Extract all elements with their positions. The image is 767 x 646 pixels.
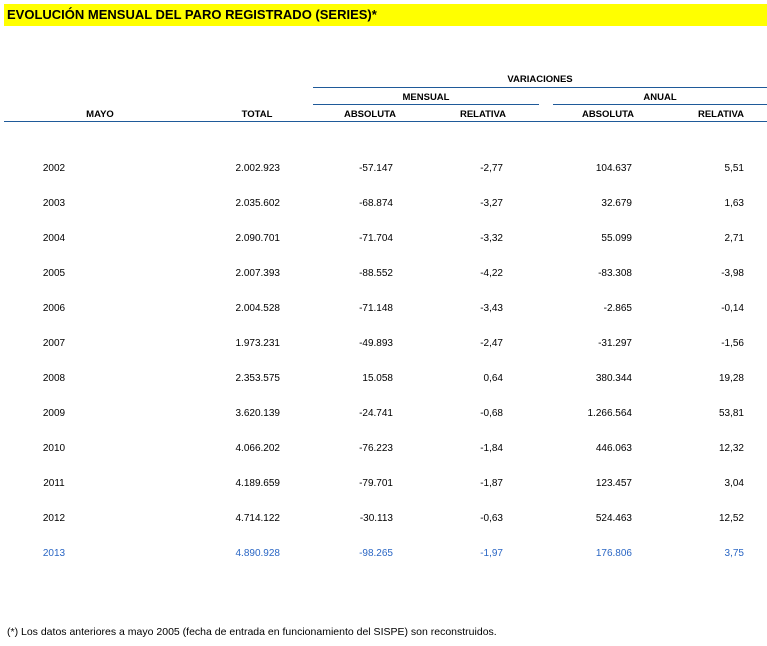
- cell-mensual-absoluta: -71.704: [359, 233, 393, 244]
- cell-mensual-relativa: -3,43: [480, 303, 503, 314]
- table-row: [4, 185, 744, 220]
- header-anual-relativa: RELATIVA: [697, 109, 745, 120]
- table-row: [4, 290, 744, 325]
- cell-year: 2009: [42, 408, 66, 419]
- cell-mensual-relativa: -1,97: [480, 548, 503, 559]
- cell-total: 2.353.575: [235, 373, 280, 384]
- table-row: [4, 150, 744, 185]
- cell-anual-absoluta: 32.679: [601, 198, 632, 209]
- cell-year: 2006: [42, 303, 66, 314]
- header-mensual: MENSUAL: [402, 92, 450, 103]
- rule-anual: [553, 104, 767, 105]
- cell-anual-relativa: 5,51: [724, 163, 744, 174]
- header-bottom-rule: [4, 121, 767, 122]
- table-row: [4, 325, 744, 360]
- cell-total: 2.004.528: [235, 303, 280, 314]
- cell-mensual-relativa: -1,84: [480, 443, 503, 454]
- cell-total: 2.002.923: [235, 163, 280, 174]
- cell-total: 4.189.659: [235, 478, 280, 489]
- cell-anual-relativa: 19,28: [718, 373, 744, 384]
- cell-anual-relativa: 12,52: [718, 513, 744, 524]
- cell-mensual-absoluta: -49.893: [359, 338, 393, 349]
- cell-mensual-absoluta: -68.874: [359, 198, 393, 209]
- cell-anual-absoluta: 446.063: [595, 443, 632, 454]
- cell-mensual-relativa: -2,77: [480, 163, 503, 174]
- cell-mensual-absoluta: -98.265: [359, 548, 393, 559]
- cell-mensual-absoluta: 15.058: [362, 373, 393, 384]
- cell-mensual-absoluta: -57.147: [359, 163, 393, 174]
- table-row: [4, 395, 744, 430]
- cell-total: 2.090.701: [235, 233, 280, 244]
- cell-anual-absoluta: 176.806: [595, 548, 632, 559]
- cell-total: 1.973.231: [235, 338, 280, 349]
- table-row: [4, 535, 744, 570]
- cell-year: 2013: [42, 548, 66, 559]
- cell-year: 2012: [42, 513, 66, 524]
- cell-anual-absoluta: -2.865: [603, 303, 632, 314]
- cell-anual-relativa: 3,04: [724, 478, 744, 489]
- header-mayo: MAYO: [86, 109, 114, 120]
- rule-variaciones: [313, 87, 767, 88]
- cell-mensual-absoluta: -88.552: [359, 268, 393, 279]
- table-row: [4, 500, 744, 535]
- table-row: [4, 465, 744, 500]
- header-total: TOTAL: [241, 109, 273, 120]
- header-variaciones: VARIACIONES: [507, 74, 573, 85]
- cell-anual-absoluta: 55.099: [601, 233, 632, 244]
- cell-anual-relativa: -3,98: [721, 268, 744, 279]
- cell-anual-relativa: 1,63: [724, 198, 744, 209]
- table-row: [4, 430, 744, 465]
- cell-mensual-relativa: -1,87: [480, 478, 503, 489]
- cell-year: 2004: [42, 233, 66, 244]
- footnote: (*) Los datos anteriores a mayo 2005 (fecha de entrada en funcionamiento del SISPE) son reconstruidos.: [7, 626, 497, 638]
- cell-anual-relativa: 3,75: [724, 548, 744, 559]
- cell-year: 2011: [43, 478, 65, 489]
- cell-total: 4.066.202: [235, 443, 280, 454]
- cell-anual-absoluta: 123.457: [595, 478, 632, 489]
- header-anual-absoluta: ABSOLUTA: [581, 109, 635, 120]
- header-mensual-absoluta: ABSOLUTA: [343, 109, 397, 120]
- cell-anual-absoluta: 104.637: [595, 163, 632, 174]
- cell-mensual-absoluta: -24.741: [359, 408, 393, 419]
- cell-total: 2.007.393: [235, 268, 280, 279]
- page-title: EVOLUCIÓN MENSUAL DEL PARO REGISTRADO (SERIES)*: [4, 4, 767, 26]
- cell-mensual-relativa: 0,64: [483, 373, 503, 384]
- cell-mensual-relativa: -0,63: [480, 513, 503, 524]
- cell-anual-absoluta: 1.266.564: [587, 408, 632, 419]
- cell-total: 3.620.139: [235, 408, 280, 419]
- cell-year: 2010: [42, 443, 66, 454]
- cell-mensual-relativa: -3,27: [480, 198, 503, 209]
- cell-mensual-relativa: -3,32: [480, 233, 503, 244]
- cell-mensual-relativa: -4,22: [480, 268, 503, 279]
- cell-anual-relativa: 53,81: [718, 408, 744, 419]
- cell-mensual-absoluta: -76.223: [359, 443, 393, 454]
- table-row: [4, 220, 744, 255]
- cell-anual-relativa: 2,71: [724, 233, 744, 244]
- header-mensual-relativa: RELATIVA: [459, 109, 507, 120]
- cell-mensual-absoluta: -71.148: [359, 303, 393, 314]
- cell-year: 2007: [42, 338, 66, 349]
- rule-mensual: [313, 104, 539, 105]
- cell-mensual-absoluta: -79.701: [359, 478, 393, 489]
- cell-anual-absoluta: -83.308: [598, 268, 632, 279]
- cell-anual-relativa: -1,56: [721, 338, 744, 349]
- cell-anual-absoluta: -31.297: [598, 338, 632, 349]
- cell-year: 2002: [42, 163, 66, 174]
- table-row: [4, 360, 744, 395]
- cell-total: 4.890.928: [235, 548, 280, 559]
- cell-anual-relativa: -0,14: [721, 303, 744, 314]
- cell-mensual-absoluta: -30.113: [359, 513, 393, 524]
- cell-year: 2005: [42, 268, 66, 279]
- table-row: [4, 255, 744, 290]
- cell-anual-absoluta: 524.463: [595, 513, 632, 524]
- cell-mensual-relativa: -2,47: [480, 338, 503, 349]
- cell-year: 2008: [42, 373, 66, 384]
- series-table: [4, 150, 744, 570]
- header-anual: ANUAL: [643, 92, 677, 103]
- cell-anual-relativa: 12,32: [718, 443, 744, 454]
- cell-total: 2.035.602: [235, 198, 280, 209]
- cell-year: 2003: [42, 198, 66, 209]
- cell-anual-absoluta: 380.344: [595, 373, 632, 384]
- cell-mensual-relativa: -0,68: [480, 408, 503, 419]
- cell-total: 4.714.122: [235, 513, 280, 524]
